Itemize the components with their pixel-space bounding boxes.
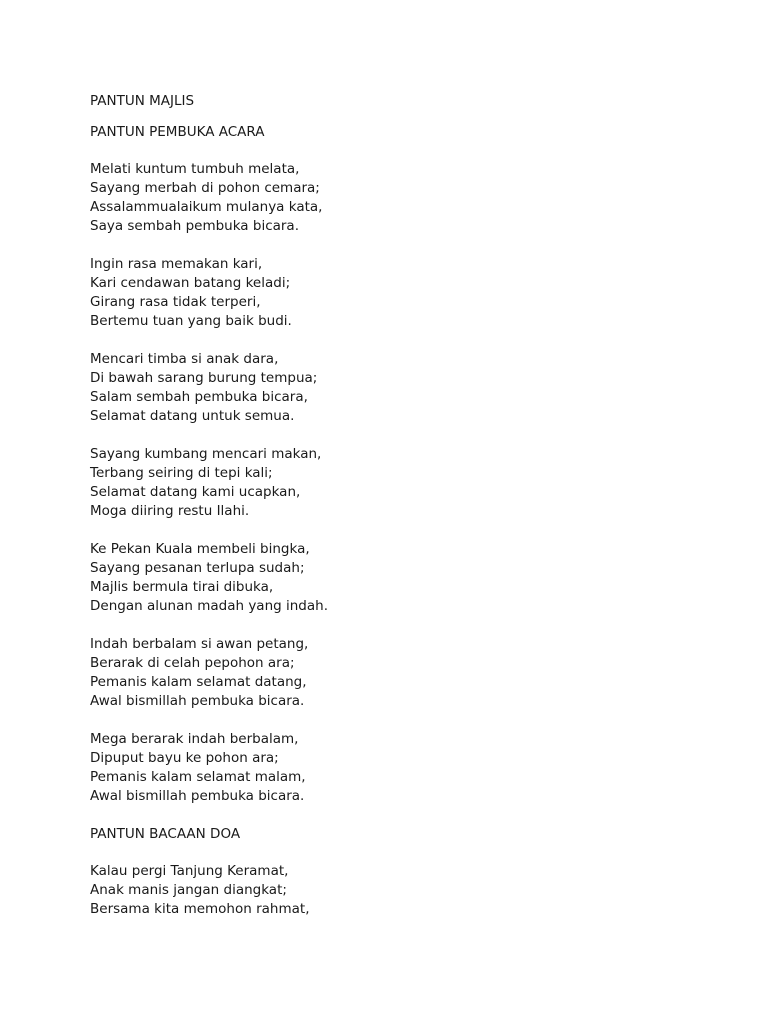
stanza [90,862,730,919]
stanza [90,730,730,806]
verse-line: Melati kuntum tumbuh melata, [90,161,300,177]
verse-line: Dipuput bayu ke pohon ara; [90,750,279,766]
verse-line: Selamat datang untuk semua. [90,408,295,424]
verse-line: Awal bismillah pembuka bicara. [90,693,305,709]
verse-line: Assalammualaikum mulanya kata, [90,199,323,215]
stanza [90,255,730,331]
verse-line: Sayang pesanan terlupa sudah; [90,560,305,576]
verse-line: Indah berbalam si awan petang, [90,636,309,652]
verse-line: Sayang merbah di pohon cemara; [90,180,320,196]
verse-line: Mencari timba si anak dara, [90,351,279,367]
verse-line: Di bawah sarang burung tempua; [90,370,318,386]
section-pantun-pembuka-acara [90,123,730,806]
verse-line: Salam sembah pembuka bicara, [90,389,308,405]
verse-line: Dengan alunan madah yang indah. [90,598,328,614]
verse-line: Ingin rasa memakan kari, [90,256,263,272]
verse-line: Majlis bermula tirai dibuka, [90,579,274,595]
verse-line: Bertemu tuan yang baik budi. [90,313,292,329]
verse-line: Girang rasa tidak terperi, [90,294,261,310]
section-heading: PANTUN BACAAN DOA [90,826,241,842]
section-heading: PANTUN PEMBUKA ACARA [90,124,265,140]
verse-line: Saya sembah pembuka bicara. [90,218,299,234]
verse-line: Sayang kumbang mencari makan, [90,446,322,462]
section-pantun-bacaan-doa [90,825,730,919]
verse-line: Berarak di celah pepohon ara; [90,655,295,671]
verse-line: Terbang seiring di tepi kali; [90,465,273,481]
verse-line: Bersama kita memohon rahmat, [90,901,310,917]
document-page [90,92,730,938]
verse-line: Mega berarak indah berbalam, [90,731,299,747]
stanza [90,160,730,236]
verse-line: Selamat datang kami ucapkan, [90,484,301,500]
stanza [90,445,730,521]
verse-line: Kalau pergi Tanjung Keramat, [90,863,289,879]
verse-line: Kari cendawan batang keladi; [90,275,291,291]
verse-line: Pemanis kalam selamat malam, [90,769,306,785]
document-title: PANTUN MAJLIS [90,93,195,109]
verse-line: Pemanis kalam selamat datang, [90,674,307,690]
verse-line: Anak manis jangan diangkat; [90,882,287,898]
stanza [90,350,730,426]
stanza [90,635,730,711]
verse-line: Moga diiring restu Ilahi. [90,503,250,519]
verse-line: Ke Pekan Kuala membeli bingka, [90,541,310,557]
verse-line: Awal bismillah pembuka bicara. [90,788,305,804]
stanza [90,540,730,616]
